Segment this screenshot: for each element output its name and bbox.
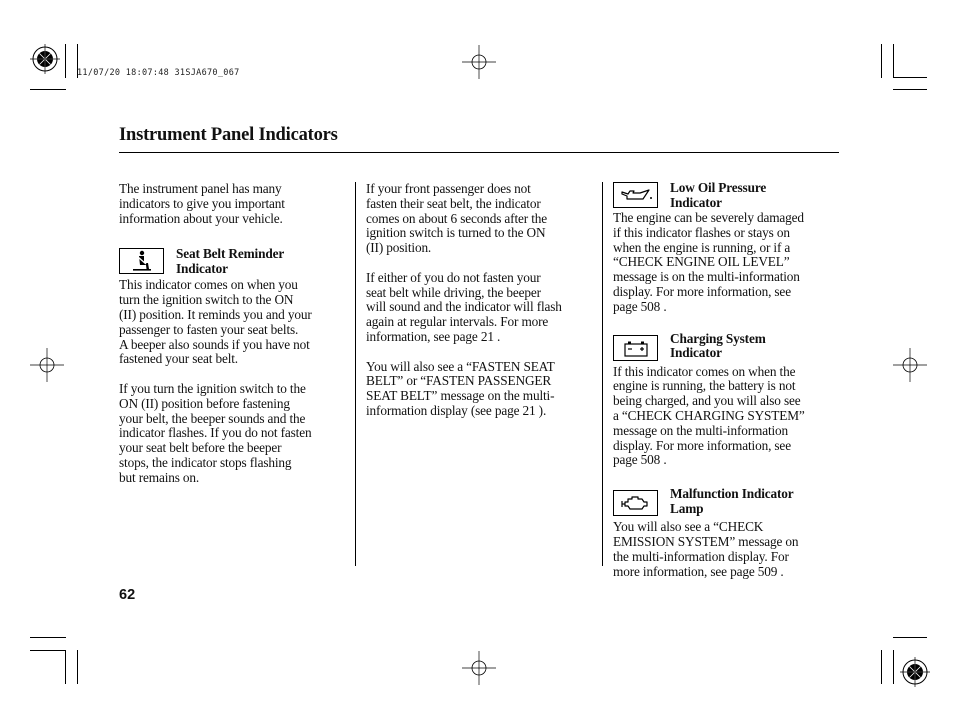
crosshair-icon: [30, 348, 64, 382]
oil-can-icon: [618, 186, 654, 204]
seat-belt-icon: [129, 250, 155, 272]
charging-paragraph: If this indicator comes on when the engine is running, the battery is not being charged, and you will also see a “CHECK CHARGING SYSTEM” message on the multi-information display. For more information, see page 508 .: [613, 363, 805, 468]
malfunction-heading-line1: Malfunction Indicator: [670, 486, 794, 502]
seat-belt-indicator-box: [119, 248, 164, 274]
oil-pressure-heading: [613, 182, 841, 218]
battery-icon: [622, 339, 650, 357]
malfunction-heading-line2: Lamp: [670, 500, 704, 516]
column-3: [613, 182, 841, 579]
oil-indicator-box: [613, 182, 658, 208]
charging-heading: [613, 330, 841, 365]
seat-belt-paragraph-1: This indicator comes on when you turn the ignition switch to the ON (II) position. It reminds you and your passenger to fasten your seat belts. A beeper also sounds if you have not fastened your seat belt.: [119, 277, 312, 367]
oil-paragraph: The engine can be severely damaged if this indicator flashes or stays on when the engine is running, or if a “CHECK ENGINE OIL LEVEL” message is on the multi-information display. For more information, see page 508 .: [613, 210, 804, 314]
seat-belt-heading-line1: Seat Belt Reminder: [176, 246, 285, 262]
title-rule: [119, 152, 839, 153]
column-divider: [602, 182, 603, 566]
seat-belt-paragraph-2: If you turn the ignition switch to the ON (II) position before fastening your belt, the beeper sounds and the indicator flashes. If you do not fasten your seat belt before the beeper stops, the indicator stops flashing but remains on.: [119, 380, 312, 485]
malfunction-indicator-box: [613, 490, 658, 516]
passenger-paragraph-2: If either of you do not fasten your seat belt while driving, the beeper will sound and the indicator will flash again at regular intervals. For more information, see page 21 .: [366, 269, 562, 344]
malfunction-heading: [613, 486, 841, 520]
page-title: Instrument Panel Indicators: [119, 125, 338, 145]
crosshair-icon: [893, 348, 927, 382]
malfunction-paragraph: You will also see a “CHECK EMISSION SYSTEM” message on the multi-information display. For more information, see page 509 .: [613, 519, 799, 579]
crosshair-icon: [462, 45, 496, 79]
passenger-paragraph-3: You will also see a “FASTEN SEAT BELT” or “FASTEN PASSENGER SEAT BELT” message on the multi- information display (see page 21 ).: [366, 358, 555, 418]
crosshair-target-icon: [30, 44, 60, 74]
column-2: [366, 182, 594, 419]
print-stamp: 11/07/20 18:07:48 31SJA670_067: [77, 68, 240, 78]
oil-heading-line2: Indicator: [670, 194, 722, 210]
charging-heading-line2: Indicator: [670, 345, 722, 361]
crosshair-icon: [462, 651, 496, 685]
column-1: [119, 182, 347, 486]
charging-heading-line1: Charging System: [670, 330, 766, 346]
seat-belt-heading-line2: Indicator: [176, 261, 228, 277]
intro-paragraph: The instrument panel has many indicators to give you important information about your vehicle.: [119, 181, 285, 226]
charging-indicator-box: [613, 335, 658, 361]
oil-heading-line1: Low Oil Pressure: [670, 180, 767, 195]
passenger-paragraph-1: If your front passenger does not fasten their seat belt, the indicator comes on about 6 seconds after the ignition switch is turned to the ON (II) position.: [366, 181, 547, 256]
seat-belt-heading: [119, 248, 347, 278]
column-divider: [355, 182, 356, 566]
engine-icon: [620, 494, 652, 512]
crosshair-target-icon: [900, 657, 930, 687]
page-number: 62: [119, 587, 136, 603]
